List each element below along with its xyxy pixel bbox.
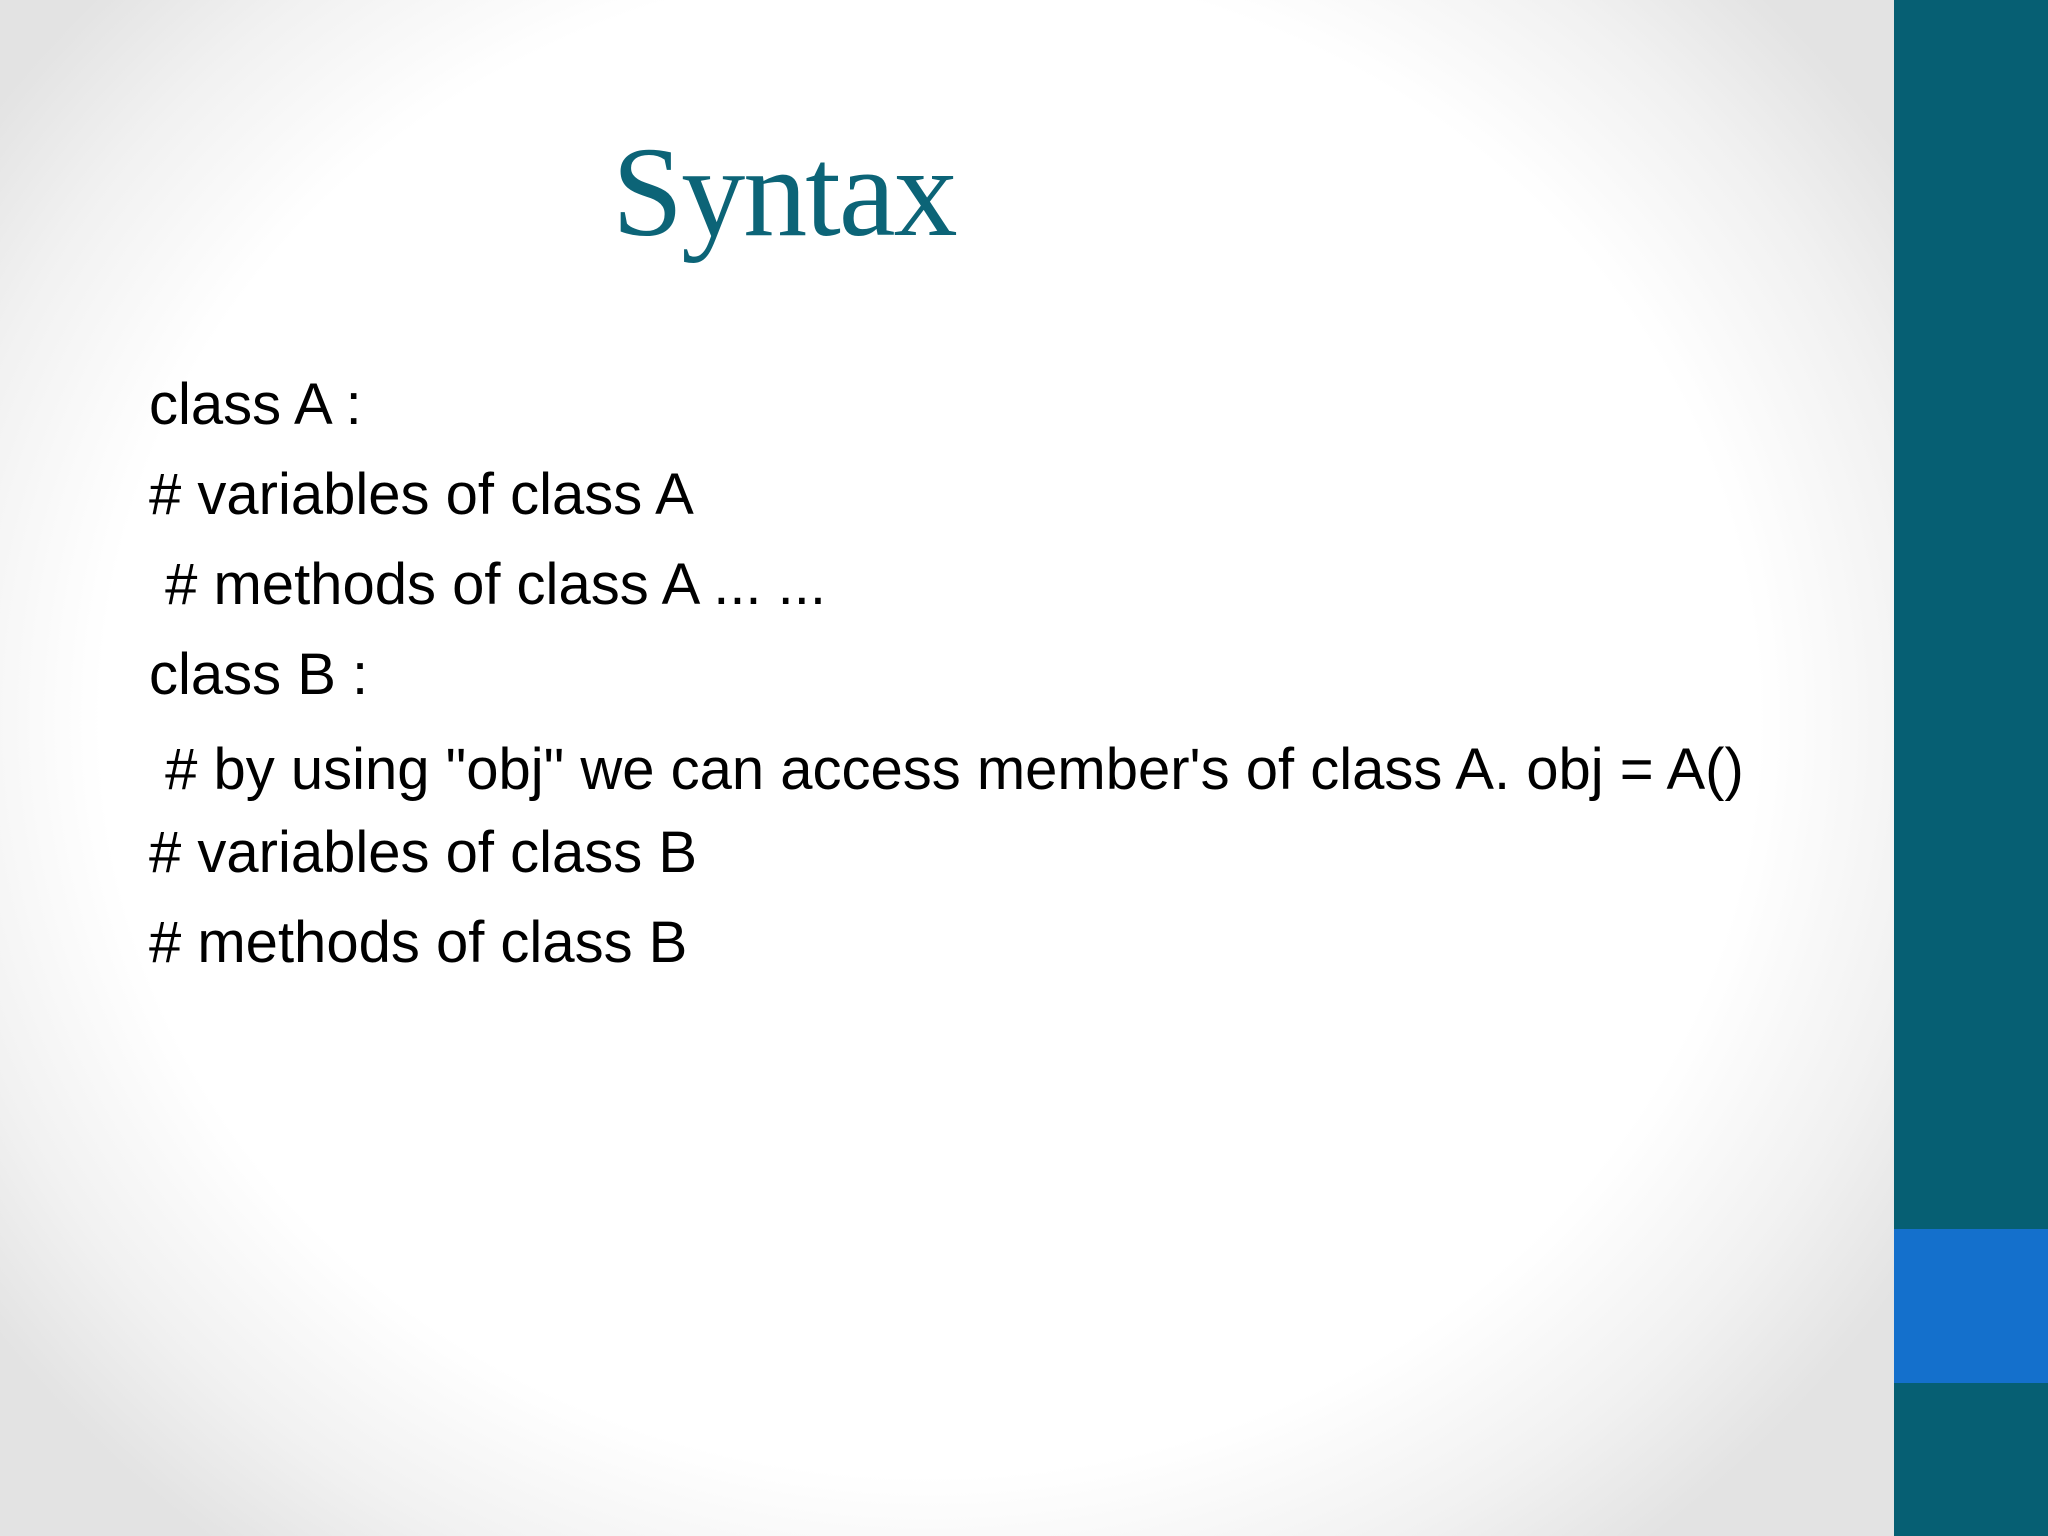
slide-title: Syntax [612, 121, 956, 263]
code-line-variables-b: # variables of class B [149, 820, 698, 885]
slide-body [149, 372, 1789, 1000]
side-accent-block [1894, 1229, 2048, 1383]
code-line-class-a: class A : [149, 372, 362, 437]
code-line-methods-b: # methods of class B [149, 910, 688, 975]
code-line-class-b: class B : [149, 642, 369, 707]
code-line-methods-a: # methods of class A ... ... [149, 552, 827, 617]
code-line-obj-access: # by using "obj" we can access member's of class A. obj = A() [149, 737, 1744, 802]
code-line-variables-a: # variables of class A [149, 462, 694, 527]
